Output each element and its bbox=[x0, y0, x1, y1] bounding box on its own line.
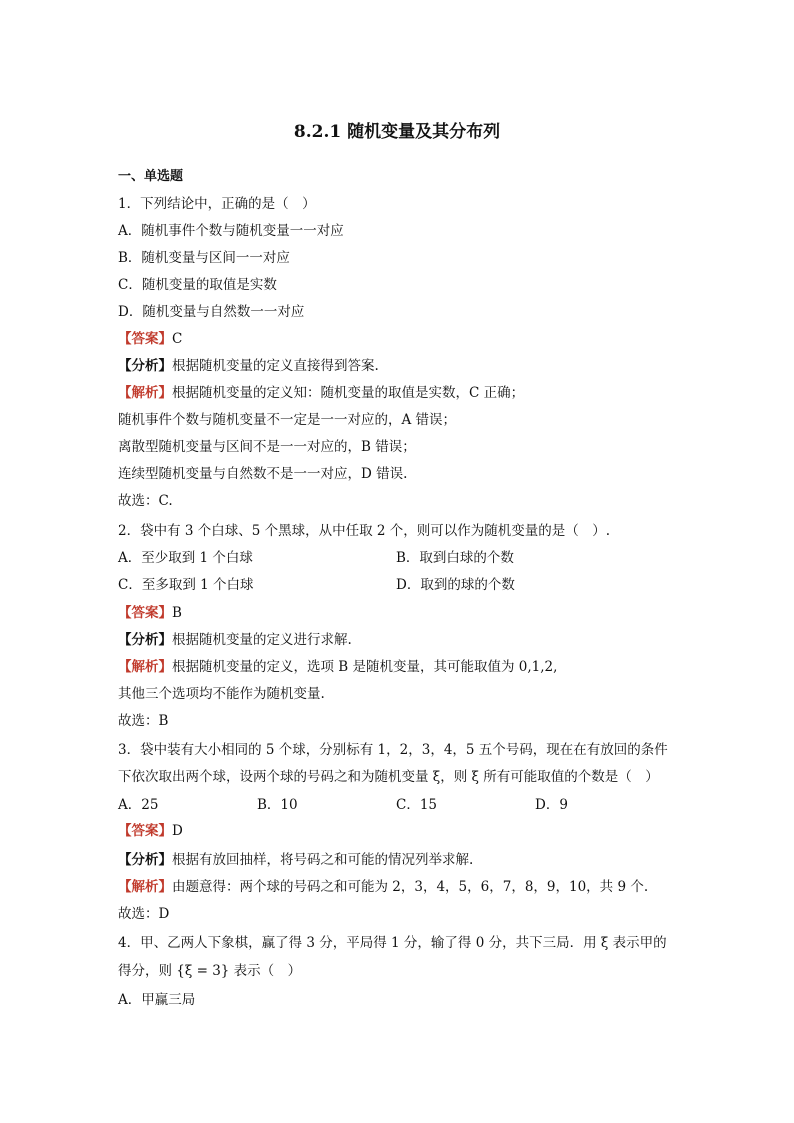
q1-option-b: B．随机变量与区间一一对应 bbox=[118, 250, 290, 266]
q1-solution-line: 随机事件个数与随机变量不一定是一一对应的，A 错误； bbox=[118, 412, 457, 428]
q2-answer bbox=[118, 604, 182, 622]
q3-solution bbox=[118, 878, 648, 896]
analysis-tag: 【分析】 bbox=[118, 358, 172, 374]
q3-answer bbox=[118, 822, 183, 840]
q1-conclusion: 故选：C. bbox=[118, 493, 173, 509]
q3-option-a: A．25 bbox=[118, 797, 159, 813]
q2-option-b: B．取到白球的个数 bbox=[396, 550, 514, 566]
q3-option-b: B．10 bbox=[257, 797, 298, 813]
section-heading: 一、单选题 bbox=[118, 169, 184, 184]
analysis-text: 根据随机变量的定义直接得到答案. bbox=[172, 358, 379, 374]
q3-stem-line-1: 3．袋中装有大小相同的 5 个球，分别标有 1，2，3，4，5 五个号码，现在在有放回的条件 bbox=[118, 742, 668, 758]
q1-analysis bbox=[118, 357, 379, 375]
page-title: 8.2.1 随机变量及其分布列 bbox=[293, 122, 501, 142]
q2-solution bbox=[118, 658, 557, 676]
q3-option-c: C．15 bbox=[396, 797, 438, 813]
q2-option-d: D．取到的球的个数 bbox=[396, 577, 515, 593]
q1-solution-line: 连续型随机变量与自然数不是一一对应，D 错误. bbox=[118, 466, 408, 482]
q3-stem-line-2: 下依次取出两个球，设两个球的号码之和为随机变量 ξ，则 ξ 所有可能取值的个数是（ ） bbox=[118, 769, 659, 785]
answer-value: D bbox=[172, 823, 183, 839]
solution-tag: 【解析】 bbox=[118, 879, 172, 895]
q3-analysis bbox=[118, 851, 473, 869]
q4-option-a: A．甲赢三局 bbox=[118, 992, 196, 1008]
q2-conclusion: 故选：B bbox=[118, 713, 169, 729]
answer-tag: 【答案】 bbox=[118, 823, 172, 839]
q1-option-c: C．随机变量的取值是实数 bbox=[118, 277, 277, 293]
answer-value: C bbox=[172, 331, 183, 347]
answer-value: B bbox=[172, 605, 182, 621]
solution-text: 根据随机变量的定义，选项 B 是随机变量，其可能取值为 0,1,2, bbox=[172, 659, 558, 675]
q1-answer bbox=[118, 330, 182, 348]
q2-stem: 2．袋中有 3 个白球、5 个黑球，从中任取 2 个，则可以作为随机变量的是（ ）. bbox=[118, 523, 611, 539]
q4-stem-line-1: 4．甲、乙两人下象棋，赢了得 3 分，平局得 1 分，输了得 0 分，共下三局．用 ξ 表示甲的 bbox=[118, 935, 667, 951]
q2-solution-line: 其他三个选项均不能作为随机变量. bbox=[118, 686, 325, 702]
q2-option-a: A．至少取到 1 个白球 bbox=[118, 550, 253, 566]
q1-stem: 1．下列结论中，正确的是（ ） bbox=[118, 196, 316, 212]
solution-text: 根据随机变量的定义知：随机变量的取值是实数，C 正确； bbox=[172, 385, 525, 401]
q1-option-a: A．随机事件个数与随机变量一一对应 bbox=[118, 223, 344, 239]
analysis-tag: 【分析】 bbox=[118, 632, 172, 648]
answer-tag: 【答案】 bbox=[118, 331, 172, 347]
q3-option-d: D．9 bbox=[535, 797, 568, 813]
q2-analysis bbox=[118, 631, 352, 649]
q4-stem-line-2: 得分，则 {ξ = 3} 表示（ ） bbox=[118, 963, 302, 979]
solution-text: 由题意得：两个球的号码之和可能为 2，3，4，5，6，7，8，9，10，共 9 个. bbox=[172, 879, 649, 895]
solution-tag: 【解析】 bbox=[118, 659, 172, 675]
q1-solution bbox=[118, 384, 524, 402]
solution-tag: 【解析】 bbox=[118, 385, 172, 401]
analysis-text: 根据有放回抽样，将号码之和可能的情况列举求解. bbox=[172, 852, 474, 868]
answer-tag: 【答案】 bbox=[118, 605, 172, 621]
q2-option-c: C．至多取到 1 个白球 bbox=[118, 577, 254, 593]
analysis-text: 根据随机变量的定义进行求解. bbox=[172, 632, 352, 648]
q1-option-d: D．随机变量与自然数一一对应 bbox=[118, 304, 305, 320]
q3-conclusion: 故选：D bbox=[118, 906, 170, 922]
analysis-tag: 【分析】 bbox=[118, 852, 172, 868]
q1-solution-line: 离散型随机变量与区间不是一一对应的，B 错误； bbox=[118, 439, 416, 455]
